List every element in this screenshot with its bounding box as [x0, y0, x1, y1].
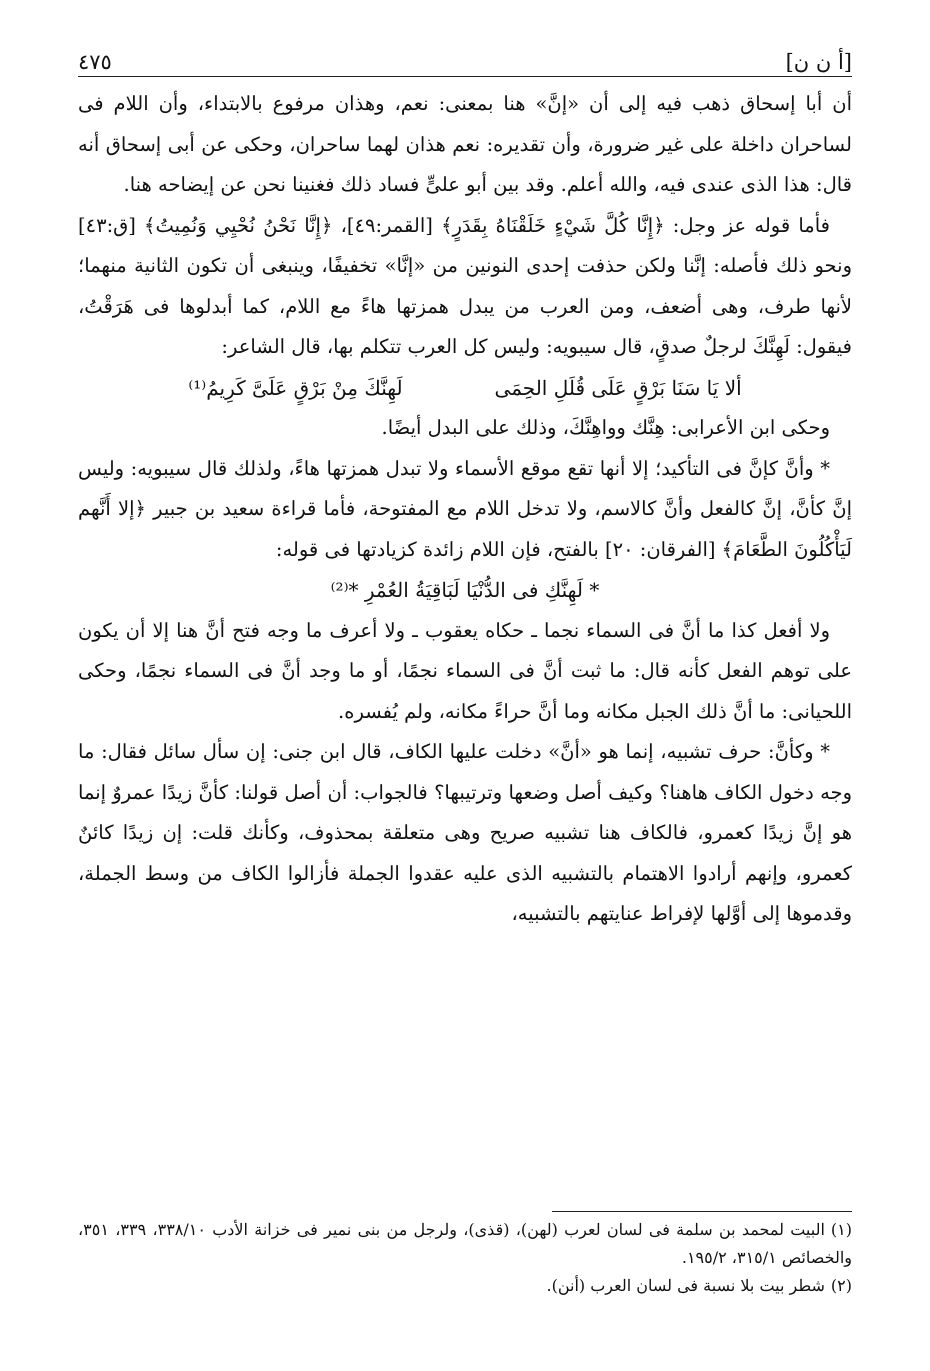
paragraph: أن أبا إسحاق ذهب فيه إلى أن «إنَّ» هنا بمعنى: نعم، وهذان مرفوع بالابتداء، وأن اللام فى لساحران داخلة على غير ضرورة، وأن تقديره: نعم هذان لهما ساحران، وحكى عن أبى إسحاق أنه قال: هذا الذى عندى فيه، والله أعلم. وقد بين أبو علىٍّ فساد ذلك فغنينا نحن عن إيضاحه هنا. [78, 92, 852, 196]
running-title: [أ ن ن] [785, 50, 852, 74]
page-header [78, 34, 852, 74]
footnote-number: (١) [830, 1220, 853, 1239]
footnote [78, 1216, 852, 1272]
verse-second-hemistich: لَهِنَّكَ مِنْ بَرْقٍ عَلَىَّ كَرِيمُ⁽¹⁾ [188, 375, 403, 400]
poetry-verse [78, 368, 852, 409]
paragraph: * وأنَّ كإنَّ فى التأكيد؛ إلا أنها تقع موقع الأسماء ولا تبدل همزتها هاءً، ولذلك قال سيبويه: وليس إنَّ كأنَّ، إنَّ كالفعل وأنَّ كالاسم، ولا تدخل اللام مع المفتوحة، فأما قراءة سعيد بن جبير ﴿إلا أَنَّهم لَيَأْكُلُونَ الطَّعَامَ﴾ [الفرقان: ٢٠] بالفتح، فإن اللام زائدة كزيادتها فى قوله: [78, 456, 852, 561]
paragraph: فأما قوله عز وجل: ﴿إِنَّا كُلَّ شَيْءٍ خَلَقْنَاهُ بِقَدَرٍ﴾ [القمر:٤٩]، ﴿إِنَّا نَحْنُ نُحْيِي وَنُمِيتُ﴾ [ق:٤٣] ونحو ذلك فأصله: إنَّنا ولكن حذفت إحدى النونين من «إنَّا» تخفيفًا، وينبغى أن تكون الثانية منهما؛ لأنها طرف، وهى أضعف، ومن العرب من يبدل همزتها هاءً مع اللام، كما أبدلوها فى هَرَقْتُ، فيقول: لَهِنَّكَ لرجلٌ صدقٍ، قال سيبويه: وليس كل العرب تتكلم بها، قال الشاعر: [78, 213, 852, 358]
footnote-divider [552, 1211, 852, 1212]
poetry-half-verse: * لَهِنَّكِ فى الدُّنْيَا لَبَاقِيَةُ العُمْرِ *⁽²⁾ [330, 578, 600, 602]
header-divider [78, 76, 852, 77]
paragraph: وحكى ابن الأعرابى: هِنَّك وواهِنَّكَ، وذلك على البدل أيضًا. [381, 416, 830, 439]
footnote-text: شطر بيت بلا نسبة فى لسان العرب (أنن). [546, 1276, 825, 1295]
footnote-number: (٢) [830, 1276, 852, 1295]
footnote-text: البيت لمحمد بن سلمة فى لسان لعرب (لهن)، (قذى)، ولرجل من بنى نمير فى خزانة الأدب ٣٣٨/١٠، ٣٣٩، ٣٥١، والخصائص ٣١٥/١، ١٩٥/٢. [78, 1220, 852, 1267]
paragraph: * وكأنَّ: حرف تشبيه، إنما هو «أنَّ» دخلت عليها الكاف، قال ابن جنى: إن سأل سائل فقال: ما وجه دخول الكاف هاهنا؟ وكيف أصل وضعها وترتيبها؟ فالجواب: أن أصل قولنا: كأنَّ زيدًا عمروٌ إنما هو إنَّ زيدًا كعمرو، فالكاف هنا تشبيه صريح وهى متعلقة بمحذوف، وكأنك قلت: إن زيدًا كائنٌ كعمرو، وإنهم أرادوا الاهتمام بالتشبيه الذى عليه عقدوا الجملة فأزالوا الكاف من وسط الجملة، وقدموها إلى أوَّلها لإفراط عنايتهم بالتشبيه، [78, 740, 852, 925]
main-text [78, 84, 852, 935]
paragraph: ولا أفعل كذا ما أنَّ فى السماء نجما ـ حكاه يعقوب ـ ولا أعرف ما وجه فتح أنَّ هنا إلا أن يكون على توهم الفعل كأنه قال: ما ثبت أنَّ فى السماء نجمًا، أو ما وجد أنَّ فى السماء نجمًا، وحكى اللحيانى: ما أنَّ ذلك الجبل مكانه وما أنَّ حراءً مكانه، ولم يُفسره. [78, 618, 852, 723]
page-number: ٤٧٥ [78, 50, 112, 74]
verse-first-hemistich: ألا يَا سَنَا بَرْقٍ عَلَى قُلَلِ الحِمَى [494, 375, 742, 400]
footnote [78, 1272, 852, 1300]
footnotes [78, 1216, 852, 1300]
